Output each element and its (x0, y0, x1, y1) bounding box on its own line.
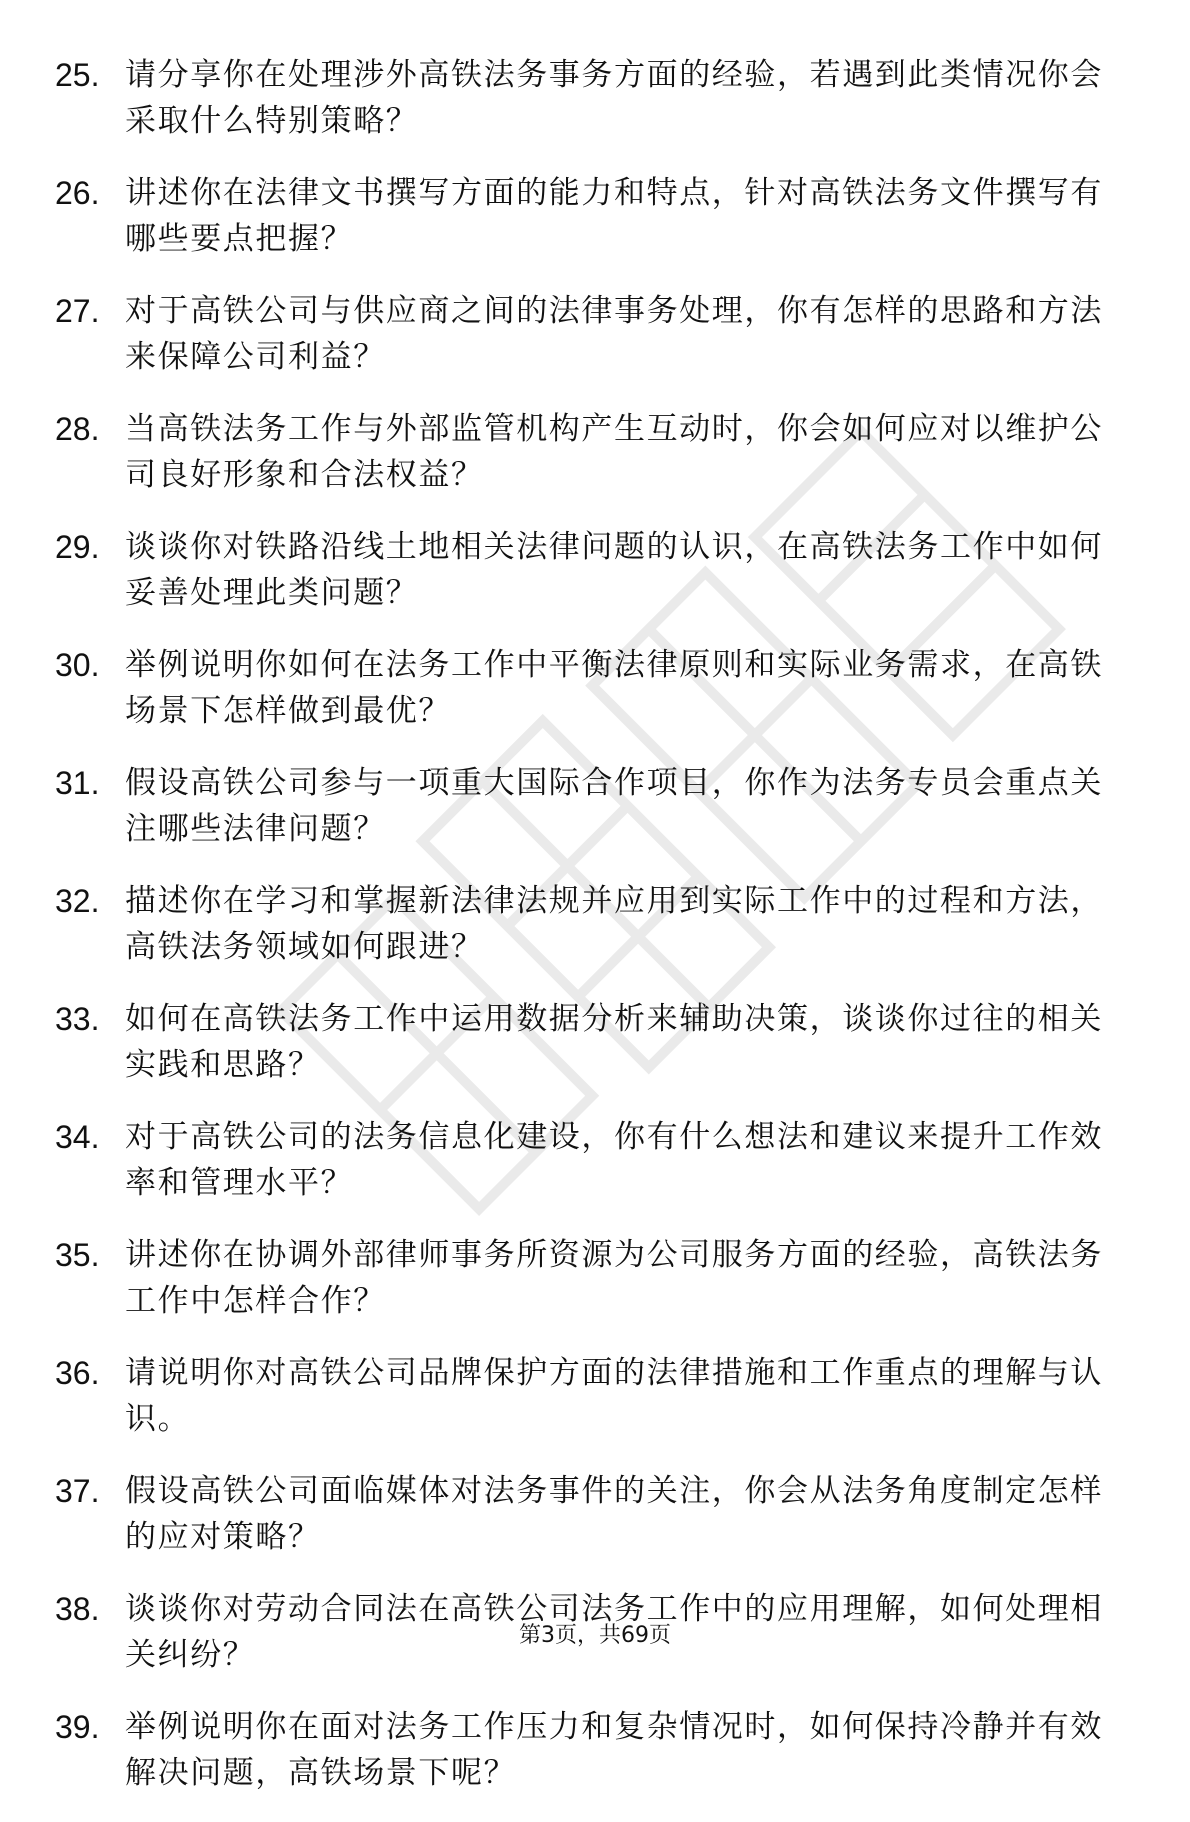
question-text: 当高铁法务工作与外部监管机构产生互动时，你会如何应对以维护公司良好形象和合法权益？ (125, 411, 1103, 493)
question-text: 举例说明你如何在法务工作中平衡法律原则和实际业务需求，在高铁场景下怎样做到最优？ (125, 647, 1103, 729)
question-item (55, 524, 1115, 616)
question-item (55, 1468, 1115, 1560)
question-item (55, 878, 1115, 970)
question-number: 34. (55, 1119, 100, 1155)
question-list (55, 52, 1115, 1822)
question-text: 请分享你在处理涉外高铁法务事务方面的经验，若遇到此类情况你会采取什么特别策略？ (125, 57, 1103, 139)
question-number: 28. (55, 411, 100, 447)
question-text: 对于高铁公司的法务信息化建设，你有什么想法和建议来提升工作效率和管理水平？ (125, 1119, 1103, 1201)
question-text: 假设高铁公司参与一项重大国际合作项目，你作为法务专员会重点关注哪些法律问题？ (125, 765, 1103, 847)
question-item (55, 760, 1115, 852)
question-text: 讲述你在法律文书撰写方面的能力和特点，针对高铁法务文件撰写有哪些要点把握？ (125, 175, 1103, 257)
question-item (55, 1114, 1115, 1206)
question-number: 29. (55, 529, 100, 565)
question-text: 假设高铁公司面临媒体对法务事件的关注，你会从法务角度制定怎样的应对策略？ (125, 1473, 1103, 1555)
question-number: 32. (55, 883, 100, 919)
question-text: 对于高铁公司与供应商之间的法律事务处理，你有怎样的思路和方法来保障公司利益？ (125, 293, 1103, 375)
question-text: 如何在高铁法务工作中运用数据分析来辅助决策，谈谈你过往的相关实践和思路？ (125, 1001, 1103, 1083)
question-number: 33. (55, 1001, 100, 1037)
question-text: 谈谈你对劳动合同法在高铁公司法务工作中的应用理解，如何处理相关纠纷？ (125, 1591, 1103, 1673)
question-item (55, 406, 1115, 498)
question-number: 35. (55, 1237, 100, 1273)
question-item (55, 1704, 1115, 1796)
question-number: 37. (55, 1473, 100, 1509)
question-text: 谈谈你对铁路沿线土地相关法律问题的认识，在高铁法务工作中如何妥善处理此类问题？ (125, 529, 1103, 611)
question-item (55, 288, 1115, 380)
question-number: 26. (55, 175, 100, 211)
question-number: 27. (55, 293, 100, 329)
page-number-footer: 第3页，共69页 (519, 1623, 671, 1648)
question-number: 38. (55, 1591, 100, 1627)
question-text: 请说明你对高铁公司品牌保护方面的法律措施和工作重点的理解与认识。 (125, 1355, 1103, 1437)
question-text: 讲述你在协调外部律师事务所资源为公司服务方面的经验，高铁法务工作中怎样合作？ (125, 1237, 1103, 1319)
question-number: 30. (55, 647, 100, 683)
question-text: 描述你在学习和掌握新法律法规并应用到实际工作中的过程和方法，高铁法务领域如何跟进？ (125, 883, 1103, 965)
question-item (55, 1232, 1115, 1324)
question-number: 39. (55, 1709, 100, 1745)
question-number: 36. (55, 1355, 100, 1391)
question-item (55, 642, 1115, 734)
question-number: 25. (55, 57, 100, 93)
question-item (55, 170, 1115, 262)
question-item (55, 996, 1115, 1088)
question-text: 举例说明你在面对法务工作压力和复杂情况时，如何保持冷静并有效解决问题，高铁场景下呢？ (125, 1709, 1103, 1791)
question-number: 31. (55, 765, 100, 801)
question-item (55, 52, 1115, 144)
question-item (55, 1350, 1115, 1442)
